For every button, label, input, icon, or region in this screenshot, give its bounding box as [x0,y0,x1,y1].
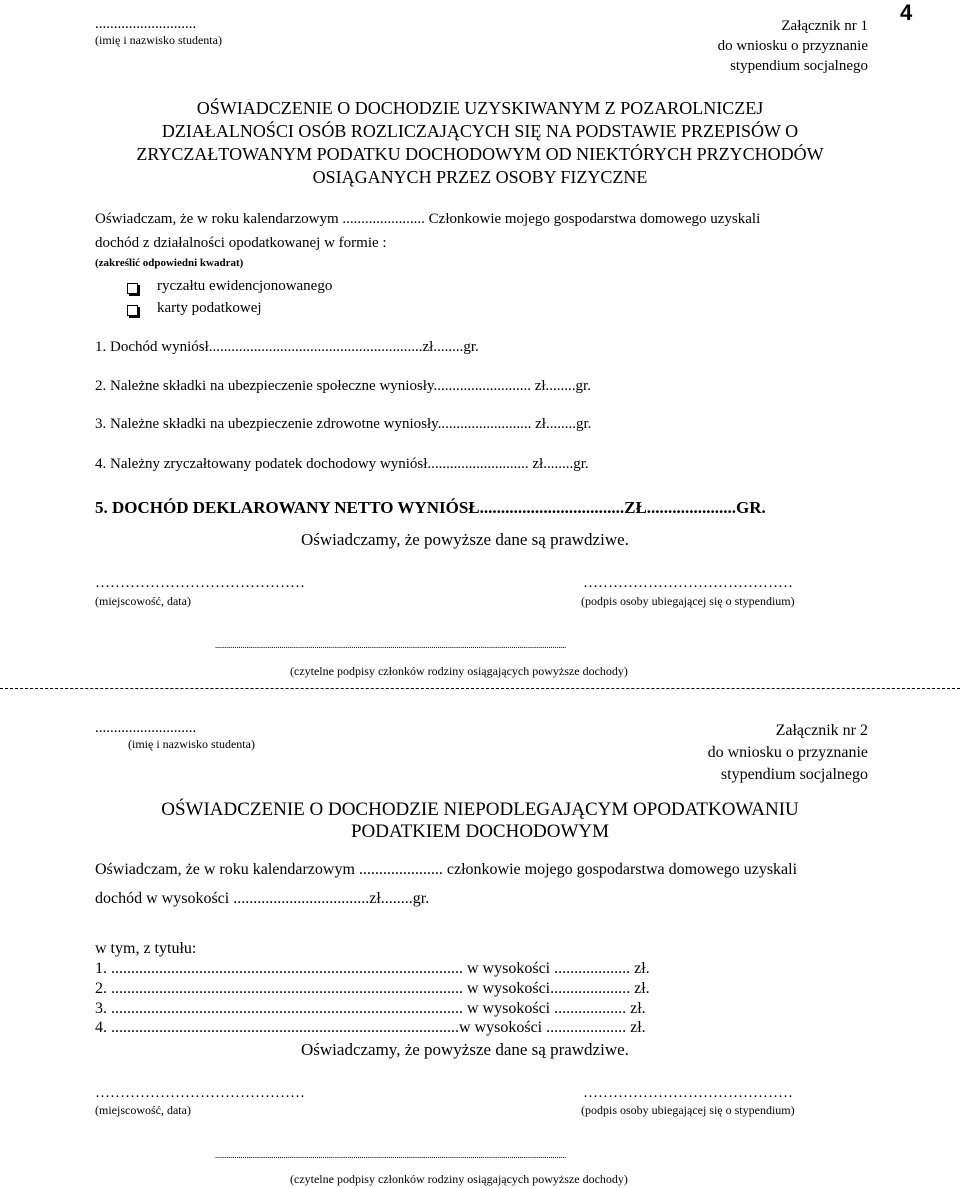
income-line-2: 2. ........................................................................................ w wysokości.................... zł. [95,980,650,997]
income-line-1: 1. ........................................................................................ w wysokości ................... zł. [95,960,650,977]
signature-caption: (podpis osoby ubiegającej się o stypendium) [581,594,795,608]
annex-subtitle: do wniosku o przyznanie [707,744,868,761]
family-signatures-field[interactable]: .................................................................................................................................................................................... [215,1150,567,1160]
item-net-income: 5. DOCHÓD DEKLAROWANY NETTO WYNIÓSŁ..................................ZŁ.....................GR. [95,498,766,517]
checkbox-lump-sum[interactable] [127,283,138,294]
intro-line-2: dochód w wysokości ..................................zł........gr. [95,890,430,907]
annex-number: Załącznik nr 2 [775,722,868,739]
option-tax-card: karty podatkowej [157,300,262,316]
family-signatures-field[interactable]: .................................................................................................................................................................................... [215,640,567,650]
declaration-text: Oświadczamy, że powyższe dane są prawdziwe. [301,530,629,549]
student-name-field[interactable]: ........................... [95,16,197,32]
signature-field[interactable]: …………………………………… [583,1085,793,1101]
option-lump-sum: ryczałtu ewidencjonowanego [157,278,333,294]
intro-line-2: dochód z działalności opodatkowanej w formie : [95,235,387,251]
annex-subtitle: do wniosku o przyznanie [717,38,868,54]
item-social-insurance: 2. Należne składki na ubezpieczenie społeczne wyniosły.......................... zł........gr. [95,378,591,394]
page-number: 4 [900,0,913,25]
income-line-3: 3. ........................................................................................ w wysokości .................. zł. [95,1000,646,1017]
annex-label [718,16,868,76]
place-date-caption: (miejscowość, data) [95,1103,191,1117]
declaration-text: Oświadczamy, że powyższe dane są prawdziwe. [301,1040,629,1059]
item-lump-tax: 4. Należny zryczałtowany podatek dochodowy wyniósł........................... zł........gr. [95,456,589,472]
place-date-caption: (miejscowość, data) [95,594,191,608]
student-name-field[interactable]: ........................... [95,720,197,736]
signature-field[interactable]: …………………………………… [583,575,793,591]
family-signatures-caption: (czytelne podpisy członków rodziny osiągających powyższe dochody) [290,1172,628,1186]
student-name-caption: (imię i nazwisko studenta) [128,737,255,751]
document-title: OŚWIADCZENIE O DOCHODZIE UZYSKIWANYM Z POZAROLNICZEJ DZIAŁALNOŚCI OSÓB ROZLICZAJĄCYCH SIĘ NA PODSTAWIE PRZEPISÓW O ZRYCZAŁTOWANYM PODATKU DOCHODOWYM OD NIEKTÓRYCH PRZYCHODÓW OSIĄGANYCH PRZEZ OSOBY FIZYCZNE [136,98,824,187]
signature-caption: (podpis osoby ubiegającej się o stypendium) [581,1103,795,1117]
annex-subtitle-2: stypendium socjalnego [720,766,868,783]
including-label: w tym, z tytułu: [95,940,197,957]
document-title: OŚWIADCZENIE O DOCHODZIE NIEPODLEGAJĄCYM OPODATKOWANIU PODATKIEM DOCHODOWYM [161,799,799,842]
cut-line-divider [0,688,960,689]
annex-number: Załącznik nr 1 [781,18,868,34]
item-income: 1. Dochód wyniósł.........................................................zł........gr. [95,339,479,355]
family-signatures-caption: (czytelne podpisy członków rodziny osiągających powyższe dochody) [290,664,628,678]
annex-label [708,720,868,786]
instruction-text: (zakreślić odpowiedni kwadrat) [95,257,244,269]
student-name-caption: (imię i nazwisko studenta) [95,33,222,47]
intro-line-1: Oświadczam, że w roku kalendarzowym ..................... członkowie mojego gospodarstwa domowego uzyskali [95,861,798,878]
place-date-field[interactable]: …………………………………… [95,575,305,591]
annex-subtitle-2: stypendium socjalnego [730,58,868,74]
item-health-insurance: 3. Należne składki na ubezpieczenie zdrowotne wyniosły......................... zł........gr. [95,416,592,432]
intro-line-1: Oświadczam, że w roku kalendarzowym ...................... Członkowie mojego gospodarstwa domowego uzyskali [95,211,761,227]
place-date-field[interactable]: …………………………………… [95,1085,305,1101]
checkbox-tax-card[interactable] [127,305,138,316]
income-line-4: 4. .......................................................................................w wysokości .................... zł. [95,1019,646,1036]
